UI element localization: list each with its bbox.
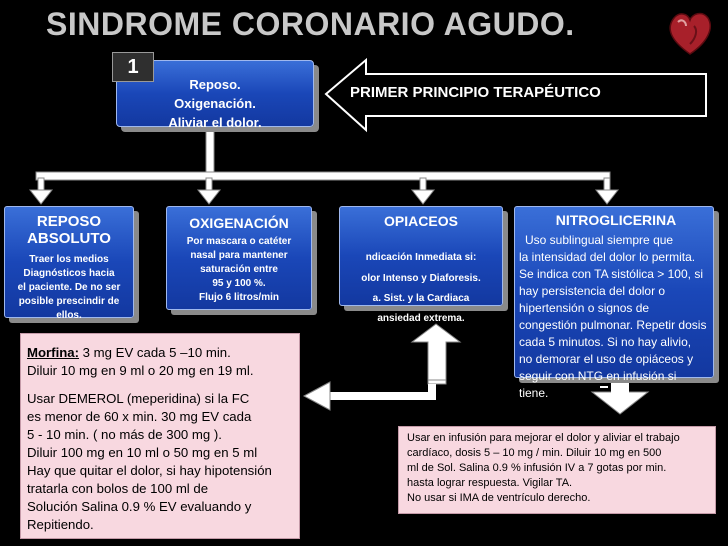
nitroglicerina-box xyxy=(514,206,714,400)
ntg-note-line: Usar en infusión para mejorar el dolor y aliviar el trabajo xyxy=(407,432,680,444)
updown-arrow xyxy=(412,324,460,384)
ntg-line: hipertensión o signos de xyxy=(519,301,650,315)
ntg-line: congestión pulmonar. Repetir dosis xyxy=(519,318,707,332)
ntg-line: la intensidad del dolor lo permita. xyxy=(519,250,696,264)
ntg-note-line: ml de Sol. Salina 0.9 % infusión IV a 7 gotas por min. xyxy=(407,462,667,474)
morfina-label: Morfina: xyxy=(27,345,80,360)
opiaceos-heading: OPIACEOS xyxy=(384,213,458,229)
ntg-line: hay persistencia del dolor o xyxy=(519,284,666,298)
morfina-dose: 3 mg EV cada 5 –10 min. xyxy=(79,345,231,360)
reposo-line: el paciente. De no ser xyxy=(17,282,121,293)
reposo-heading-2: ABSOLUTO xyxy=(27,230,111,247)
ntg-line: Uso sublingual siempre que xyxy=(525,233,674,247)
page-title: SINDROME CORONARIO AGUDO. xyxy=(46,6,575,42)
opiaceos-line: ansiedad extrema. xyxy=(377,313,465,324)
ntg-line: Se indica con TA sistólica > 100, si xyxy=(519,267,703,281)
demerol-line: Solución Salina 0.9 % EV evaluando y xyxy=(27,499,252,514)
oxigenacion-heading: OXIGENACIÓN xyxy=(189,215,289,231)
oxigenacion-line: Por mascara o catéter xyxy=(186,236,292,247)
ntg-note-line: hasta lograr respuesta. Vigilar TA. xyxy=(407,477,573,489)
demerol-line: Hay que quitar el dolor, si hay hipotensión xyxy=(27,463,272,478)
first-principle-label: PRIMER PRINCIPIO TERAPÉUTICO xyxy=(350,84,601,101)
reposo-box xyxy=(4,206,134,321)
ntg-line: cada 5 minutos. Si no hay alivio, xyxy=(519,335,692,349)
principle-line-2: Oxigenación. xyxy=(174,96,256,111)
demerol-line: Diluir 100 mg en 10 ml o 50 mg en 5 ml xyxy=(27,445,258,460)
oxigenacion-line: Flujo 6 litros/min xyxy=(198,292,279,303)
oxigenacion-line: saturación entre xyxy=(200,264,278,275)
reposo-line: posible prescindir de xyxy=(18,296,120,307)
heart-icon xyxy=(664,8,716,58)
demerol-line: tratarla con bolos de 100 ml de xyxy=(27,481,209,496)
principle-line-1: Reposo. xyxy=(189,77,241,92)
opiaceos-line: a. Sist. y la Cardiaca xyxy=(372,293,470,304)
ntg-line: no demorar el uso de opiáceos y xyxy=(519,352,694,366)
ntg-line: tiene. xyxy=(519,386,549,400)
demerol-line: es menor de 60 x min. 30 mg EV cada xyxy=(27,409,252,424)
opiaceos-line: olor Intenso y Diaforesis. xyxy=(361,273,481,284)
ntg-note-line: No usar si IMA de ventrículo derecho. xyxy=(407,492,591,504)
demerol-line: Usar DEMEROL (meperidina) si la FC xyxy=(27,391,250,406)
principle-line-3: Aliviar el dolor. xyxy=(168,115,262,130)
step-number-badge: 1 xyxy=(112,52,154,82)
demerol-line: 5 - 10 min. ( no más de 300 mg ). xyxy=(27,427,222,442)
oxigenacion-line: 95 y 100 %. xyxy=(212,278,266,289)
reposo-line: Diagnósticos hacia xyxy=(23,268,115,279)
ntg-note-line: cardíaco, dosis 5 – 10 mg / min. Diluir 10 mg en 500 xyxy=(407,447,662,459)
demerol-line: Repitiendo. xyxy=(27,517,94,532)
morfina-note xyxy=(20,333,300,539)
ntg-line: seguir con NTG en infusión si xyxy=(519,369,677,383)
nitroglicerina-heading: NITROGLICERINA xyxy=(555,212,677,228)
opiaceos-box xyxy=(339,206,503,324)
reposo-heading-1: REPOSO xyxy=(36,213,102,230)
morfina-line: Diluir 10 mg en 9 ml o 20 mg en 19 ml. xyxy=(27,363,254,378)
reposo-line: ellos. xyxy=(56,310,82,321)
ntg-infusion-note xyxy=(398,426,716,514)
oxigenacion-line: nasal para mantener xyxy=(190,250,288,261)
oxigenacion-box xyxy=(166,206,312,310)
opiaceos-line: ndicación Inmediata si: xyxy=(365,252,477,263)
reposo-line: Traer los medios xyxy=(29,254,109,265)
